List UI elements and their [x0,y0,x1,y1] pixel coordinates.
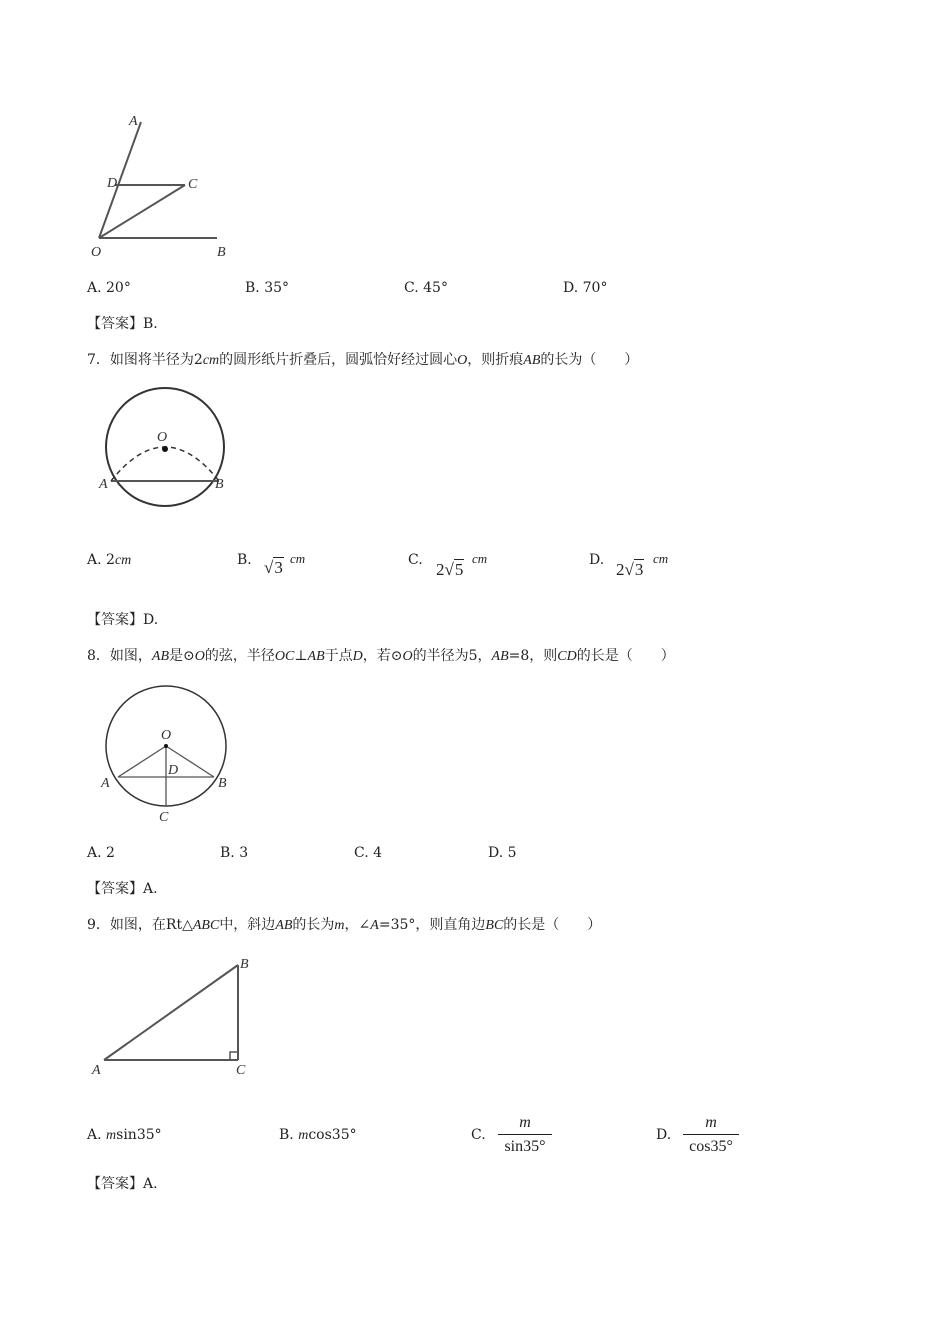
q8-option-a: A. 2 [87,845,115,861]
q9-option-d-label: D. [656,1127,672,1143]
q9-option-d-fraction: m cos35° [683,1113,739,1157]
q8-answer: 【答案】A. [87,881,158,897]
q9-figure [88,950,263,1085]
q8-label-a: A [101,776,110,791]
q9-label-a: A [92,1063,101,1078]
q7-label-a: A [99,477,108,492]
q7-option-a: A. 2cm [87,552,132,568]
q8-question: 8．如图，AB是⊙O的弦，半径OC⊥AB于点D，若⊙O的半径为5，AB=8，则CD的长是（ ） [87,648,675,664]
q6-option-d: D. 70° [563,280,608,296]
q6-label-o: O [91,245,102,260]
q8-label-c: C [159,810,169,825]
q9-option-c-fraction: m sin35° [498,1113,552,1157]
q8-option-c: C. 4 [354,845,383,861]
q8-option-d: D. 5 [488,845,517,861]
q6-label-a: A [129,114,138,129]
q7-label-b: B [215,477,224,492]
q9-option-a: A. msin35° [87,1127,162,1143]
q7-option-c-value: 2√5 [436,560,464,579]
q9-option-b: B. mcos35° [279,1127,357,1143]
q6-label-b: B [217,245,226,260]
q8-figure [95,678,245,828]
q7-option-b-label: B. [237,552,252,568]
q9-label-c: C [236,1063,246,1078]
q7-option-b-value: √3 [264,558,283,577]
q7-figure [95,385,235,515]
q7-option-d-unit: cm [653,551,669,566]
q8-label-d: D [168,763,179,778]
q8-label-b: B [218,776,227,791]
q9-answer: 【答案】A. [87,1176,158,1192]
q7-option-d-value: 2√3 [616,560,644,579]
q7-question: 7．如图将半径为2cm的圆形纸片折叠后，圆弧恰好经过圆心O，则折痕AB的长为（ ） [87,352,639,368]
q9-option-c-label: C. [471,1127,486,1143]
q9-label-b: B [240,957,249,972]
q6-option-c: C. 45° [404,280,448,296]
q6-option-b: B. 35° [245,280,290,296]
q7-option-c-unit: cm [472,551,488,566]
q7-option-d-label: D. [589,552,605,568]
q6-figure [85,110,245,270]
q9-question: 9．如图，在Rt△ABC中，斜边AB的长为m，∠A=35°，则直角边BC的长是（ ） [87,917,602,933]
q8-option-b: B. 3 [220,845,249,861]
q6-option-a: A. 20° [87,280,131,296]
q7-option-c-label: C. [408,552,423,568]
q7-answer: 【答案】D. [87,612,159,628]
q7-option-b-unit: cm [290,551,306,566]
q6-label-d: D [107,176,118,191]
q6-label-c: C [188,177,198,192]
q7-label-o: O [157,430,168,445]
q8-label-o: O [161,728,172,743]
q6-answer: 【答案】B. [87,316,158,332]
